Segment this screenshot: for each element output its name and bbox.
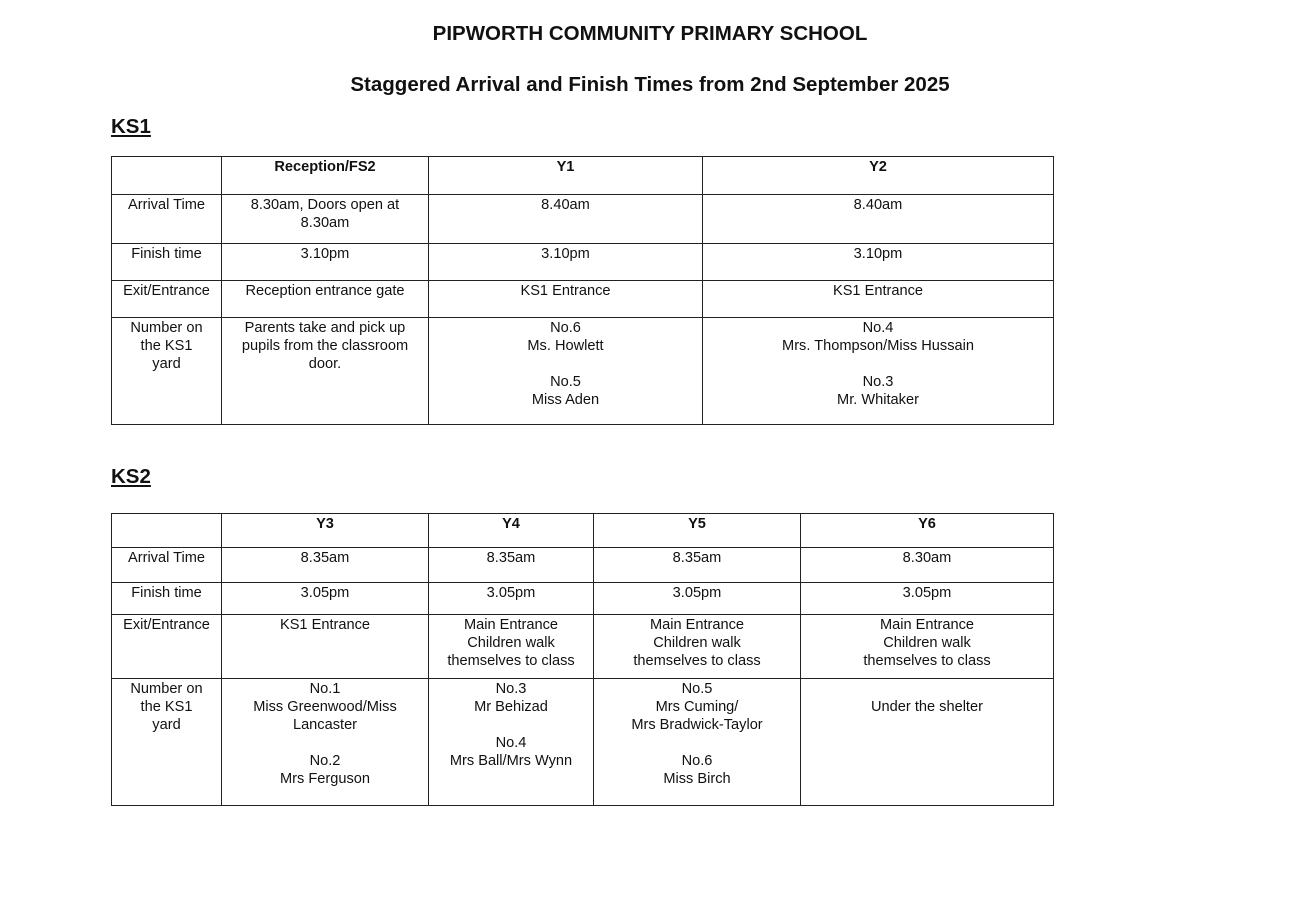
table-cell: 3.10pm	[429, 244, 703, 281]
table-cell: 3.10pm	[222, 244, 429, 281]
table-cell: 8.35am	[222, 548, 429, 583]
ks2-timetable	[111, 513, 1054, 806]
row-label: Number on the KS1 yard	[112, 679, 222, 806]
row-label: Arrival Time	[112, 548, 222, 583]
table-row	[112, 244, 1054, 281]
ks1-timetable	[111, 156, 1054, 425]
table-cell: 3.10pm	[703, 244, 1054, 281]
column-header: Y2	[703, 157, 1054, 195]
table-cell: 3.05pm	[594, 583, 801, 615]
table-cell: Under the shelter	[801, 679, 1054, 806]
table-cell: 8.30am, Doors open at 8.30am	[222, 195, 429, 244]
table-cell: 8.40am	[429, 195, 703, 244]
table-cell: 8.35am	[594, 548, 801, 583]
column-header: Reception/FS2	[222, 157, 429, 195]
table-cell: No.5 Mrs Cuming/ Mrs Bradwick-Taylor No.6 Miss Birch	[594, 679, 801, 806]
table-header-row	[112, 157, 1054, 195]
table-cell: 3.05pm	[429, 583, 594, 615]
table-cell: No.1 Miss Greenwood/Miss Lancaster No.2 Mrs Ferguson	[222, 679, 429, 806]
page-subtitle: Staggered Arrival and Finish Times from 2nd September 2025	[350, 73, 950, 96]
column-header: Y5	[594, 514, 801, 548]
ks1-heading: KS1	[111, 115, 151, 138]
table-row	[112, 195, 1054, 244]
table-cell: Main Entrance Children walk themselves to class	[429, 615, 594, 679]
row-label: Exit/Entrance	[112, 281, 222, 318]
row-label: Exit/Entrance	[112, 615, 222, 679]
page-title: PIPWORTH COMMUNITY PRIMARY SCHOOL	[432, 22, 868, 45]
ks2-heading: KS2	[111, 465, 151, 488]
table-cell: No.6 Ms. Howlett No.5 Miss Aden	[429, 318, 703, 425]
table-cell: Parents take and pick up pupils from the classroom door.	[222, 318, 429, 425]
table-row	[112, 548, 1054, 583]
column-header: Y6	[801, 514, 1054, 548]
table-row	[112, 679, 1054, 806]
column-header: Y1	[429, 157, 703, 195]
table-cell: 3.05pm	[222, 583, 429, 615]
table-cell: Reception entrance gate	[222, 281, 429, 318]
table-cell: KS1 Entrance	[222, 615, 429, 679]
table-row	[112, 281, 1054, 318]
row-label: Finish time	[112, 244, 222, 281]
table-cell: Main Entrance Children walk themselves to class	[594, 615, 801, 679]
table-row	[112, 583, 1054, 615]
table-row	[112, 318, 1054, 425]
table-cell: No.4 Mrs. Thompson/Miss Hussain No.3 Mr. Whitaker	[703, 318, 1054, 425]
column-header	[112, 514, 222, 548]
table-cell: No.3 Mr Behizad No.4 Mrs Ball/Mrs Wynn	[429, 679, 594, 806]
row-label: Arrival Time	[112, 195, 222, 244]
column-header: Y3	[222, 514, 429, 548]
table-cell: 3.05pm	[801, 583, 1054, 615]
table-row	[112, 615, 1054, 679]
column-header	[112, 157, 222, 195]
table-cell: KS1 Entrance	[703, 281, 1054, 318]
table-cell: 8.30am	[801, 548, 1054, 583]
row-label: Number on the KS1 yard	[112, 318, 222, 425]
column-header: Y4	[429, 514, 594, 548]
table-header-row	[112, 514, 1054, 548]
row-label: Finish time	[112, 583, 222, 615]
table-cell: Main Entrance Children walk themselves to class	[801, 615, 1054, 679]
table-cell: 8.35am	[429, 548, 594, 583]
table-cell: KS1 Entrance	[429, 281, 703, 318]
table-cell: 8.40am	[703, 195, 1054, 244]
